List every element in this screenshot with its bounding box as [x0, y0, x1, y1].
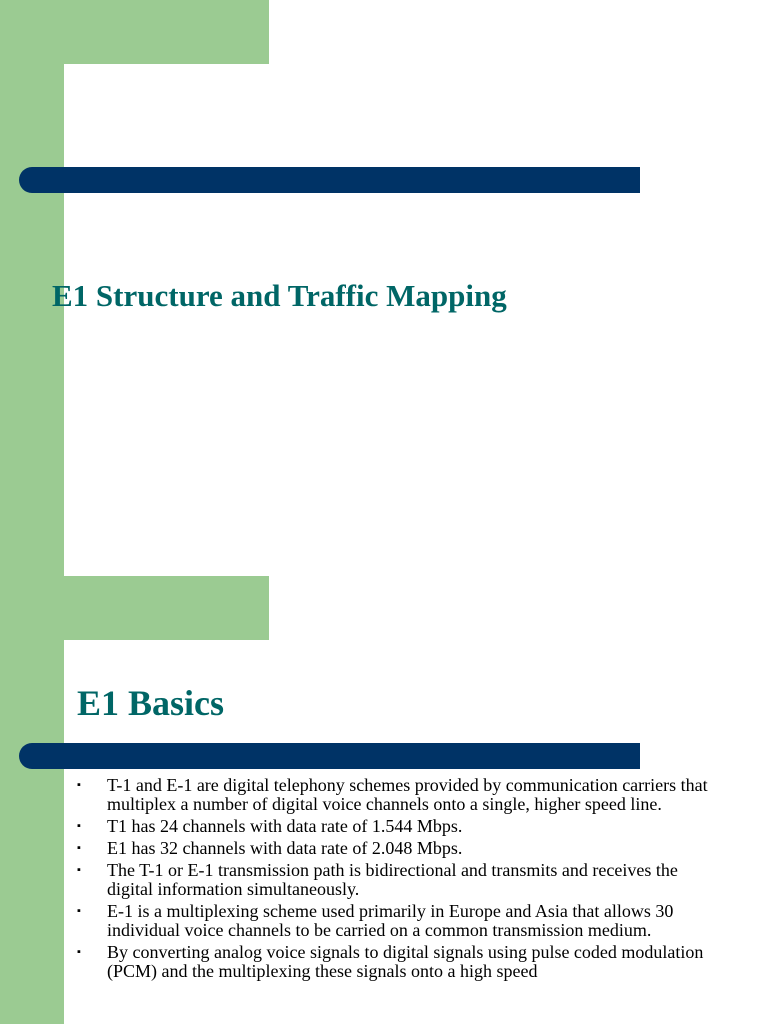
- navy-title-bar: [19, 743, 640, 769]
- bullet-item: [77, 817, 727, 836]
- green-top-block: [0, 0, 269, 64]
- bullet-text: E-1 is a multiplexing scheme used primarily in Europe and Asia that allows 30 individual voice channels to be carried on a common transmission medium.: [107, 901, 674, 940]
- bullet-marker-icon: ▪: [77, 820, 81, 832]
- slide-1-title: E1 Structure and Traffic Mapping: [52, 278, 507, 313]
- bullet-marker-icon: ▪: [77, 864, 81, 876]
- slide-2-title: E1 Basics: [77, 683, 225, 723]
- bullet-text: The T-1 or E-1 transmission path is bidirectional and transmits and receives the digital information simultaneously.: [107, 860, 678, 899]
- rounded-corner: [64, 64, 124, 124]
- navy-title-bar: [19, 167, 640, 193]
- green-side-strip: [0, 576, 64, 1024]
- bullet-text: By converting analog voice signals to digital signals using pulse coded modulation (PCM) and the multiplexing these signals onto a high speed: [107, 942, 704, 981]
- bullet-item: [77, 943, 727, 981]
- bullet-item: [77, 861, 727, 899]
- bullet-marker-icon: ▪: [77, 946, 81, 958]
- bullet-marker-icon: ▪: [77, 905, 81, 917]
- bullet-text: T1 has 24 channels with data rate of 1.544 Mbps.: [107, 816, 463, 836]
- green-top-block: [0, 576, 269, 640]
- bullet-text: E1 has 32 channels with data rate of 2.048 Mbps.: [107, 838, 463, 858]
- bullet-item: [77, 902, 727, 940]
- bullet-item: [77, 776, 727, 814]
- bullet-marker-icon: ▪: [77, 842, 81, 854]
- bullet-marker-icon: ▪: [77, 779, 81, 791]
- bullet-item: [77, 839, 727, 858]
- bullet-text: T-1 and E-1 are digital telephony schemes provided by communication carriers that multiplex a number of digital voice channels onto a single, higher speed line.: [107, 775, 708, 814]
- slide-2: [0, 576, 768, 1024]
- bullet-list: [77, 776, 727, 984]
